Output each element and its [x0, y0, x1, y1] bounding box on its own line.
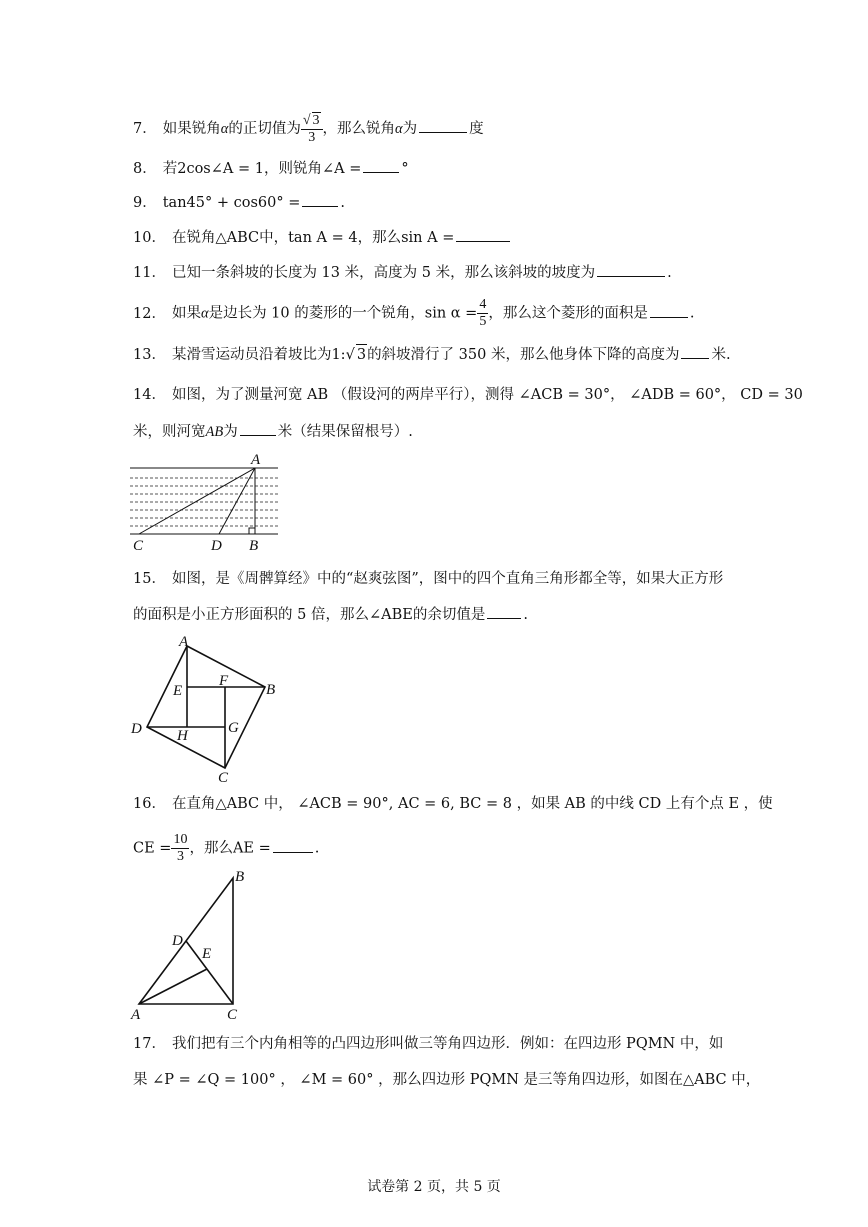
question-9: 9． tan45° + cos60° = . [133, 192, 345, 213]
question-13: 13． 某滑雪运动员沿着坡比为1:√ 3的斜坡滑行了 350 米，那么他身体下降的高度为 米. [133, 344, 731, 365]
label-D: D [131, 721, 142, 737]
answer-blank [597, 262, 665, 277]
label-E: E [173, 683, 183, 699]
label-D: D [172, 933, 183, 949]
label-H: H [177, 728, 188, 744]
answer-blank [681, 344, 709, 359]
label-E: E [202, 946, 212, 962]
question-17-line2: 果 ∠P = ∠Q = 100° ， ∠M = 60° ，那么四边形 PQMN 是三等角四边形，如图在△ABC 中， [133, 1072, 761, 1088]
question-15-line2: 的面积是小正方形面积的 5 倍，那么∠ABE的余切值是 . [133, 604, 528, 625]
question-17: 17． 我们把有三个内角相等的凸四边形叫做三等角四边形．例如：在四边形 PQMN 中，如 [133, 1036, 724, 1052]
answer-blank [650, 303, 688, 318]
question-14-line2: 米，则河宽AB为 米（结果保留根号）. [133, 421, 413, 442]
figure-river [125, 448, 285, 556]
fraction: $\frac{√ 3}{3}$ [301, 112, 323, 146]
question-16-line2: CE = $\frac{10}{3}$ ，那么AE = . [133, 832, 320, 864]
answer-blank [456, 227, 510, 242]
label-D: D [211, 538, 222, 554]
question-11: 11． 已知一条斜坡的长度为 13 米，高度为 5 米，那么该斜坡的坡度为 . [133, 262, 672, 283]
answer-blank [487, 604, 521, 619]
question-12: 12． 如果α是边长为 10 的菱形的一个锐角，sin α = $\frac{4}{5}$ ，那么这个菱形的面积是 . [133, 297, 695, 329]
label-G: G [228, 720, 239, 736]
label-B: B [249, 538, 259, 554]
answer-blank [363, 158, 399, 173]
label-B: B [266, 682, 276, 698]
label-C: C [227, 1007, 238, 1023]
answer-blank [273, 838, 313, 853]
question-10: 10． 在锐角△ABC中，tan A = 4，那么sin A = [133, 227, 512, 248]
fraction: $\frac{4}{5}$ [479, 297, 487, 329]
label-B: B [235, 869, 245, 885]
page-footer: 试卷第 2 页，共 5 页 [367, 1179, 501, 1195]
question-14: 14． 如图，为了测量河宽 AB （假设河的两岸平行），测得 ∠ACB = 30°， ∠ADB = 60°， CD = 30 [133, 387, 803, 403]
question-15: 15． 如图，是《周髀算经》中的“赵爽弦图”，图中的四个直角三角形都全等，如果大正方形 [133, 571, 724, 587]
question-16: 16． 在直角△ABC 中， ∠ACB = 90°, AC = 6, BC = 8 ，如果 AB 的中线 CD 上有个点 E ，使 [133, 796, 773, 812]
question-8: 8． 若2cos∠A = 1，则锐角∠A = ° [133, 158, 409, 179]
label-A: A [131, 1007, 141, 1023]
label-A: A [251, 452, 261, 468]
figure-right-triangle [125, 866, 265, 1024]
label-C: C [133, 538, 144, 554]
answer-blank [419, 118, 467, 133]
fraction: $\frac{10}{3}$ [173, 832, 188, 864]
label-C: C [218, 770, 229, 786]
question-7: 7． 如果锐角α的正切值为 $\frac{√ 3}{3}$ ，那么锐角α为 度 [133, 113, 484, 145]
label-A: A [179, 634, 189, 650]
label-F: F [219, 673, 229, 689]
answer-blank [240, 421, 276, 436]
answer-blank [302, 192, 338, 207]
figure-zhao-shuang [125, 630, 285, 786]
